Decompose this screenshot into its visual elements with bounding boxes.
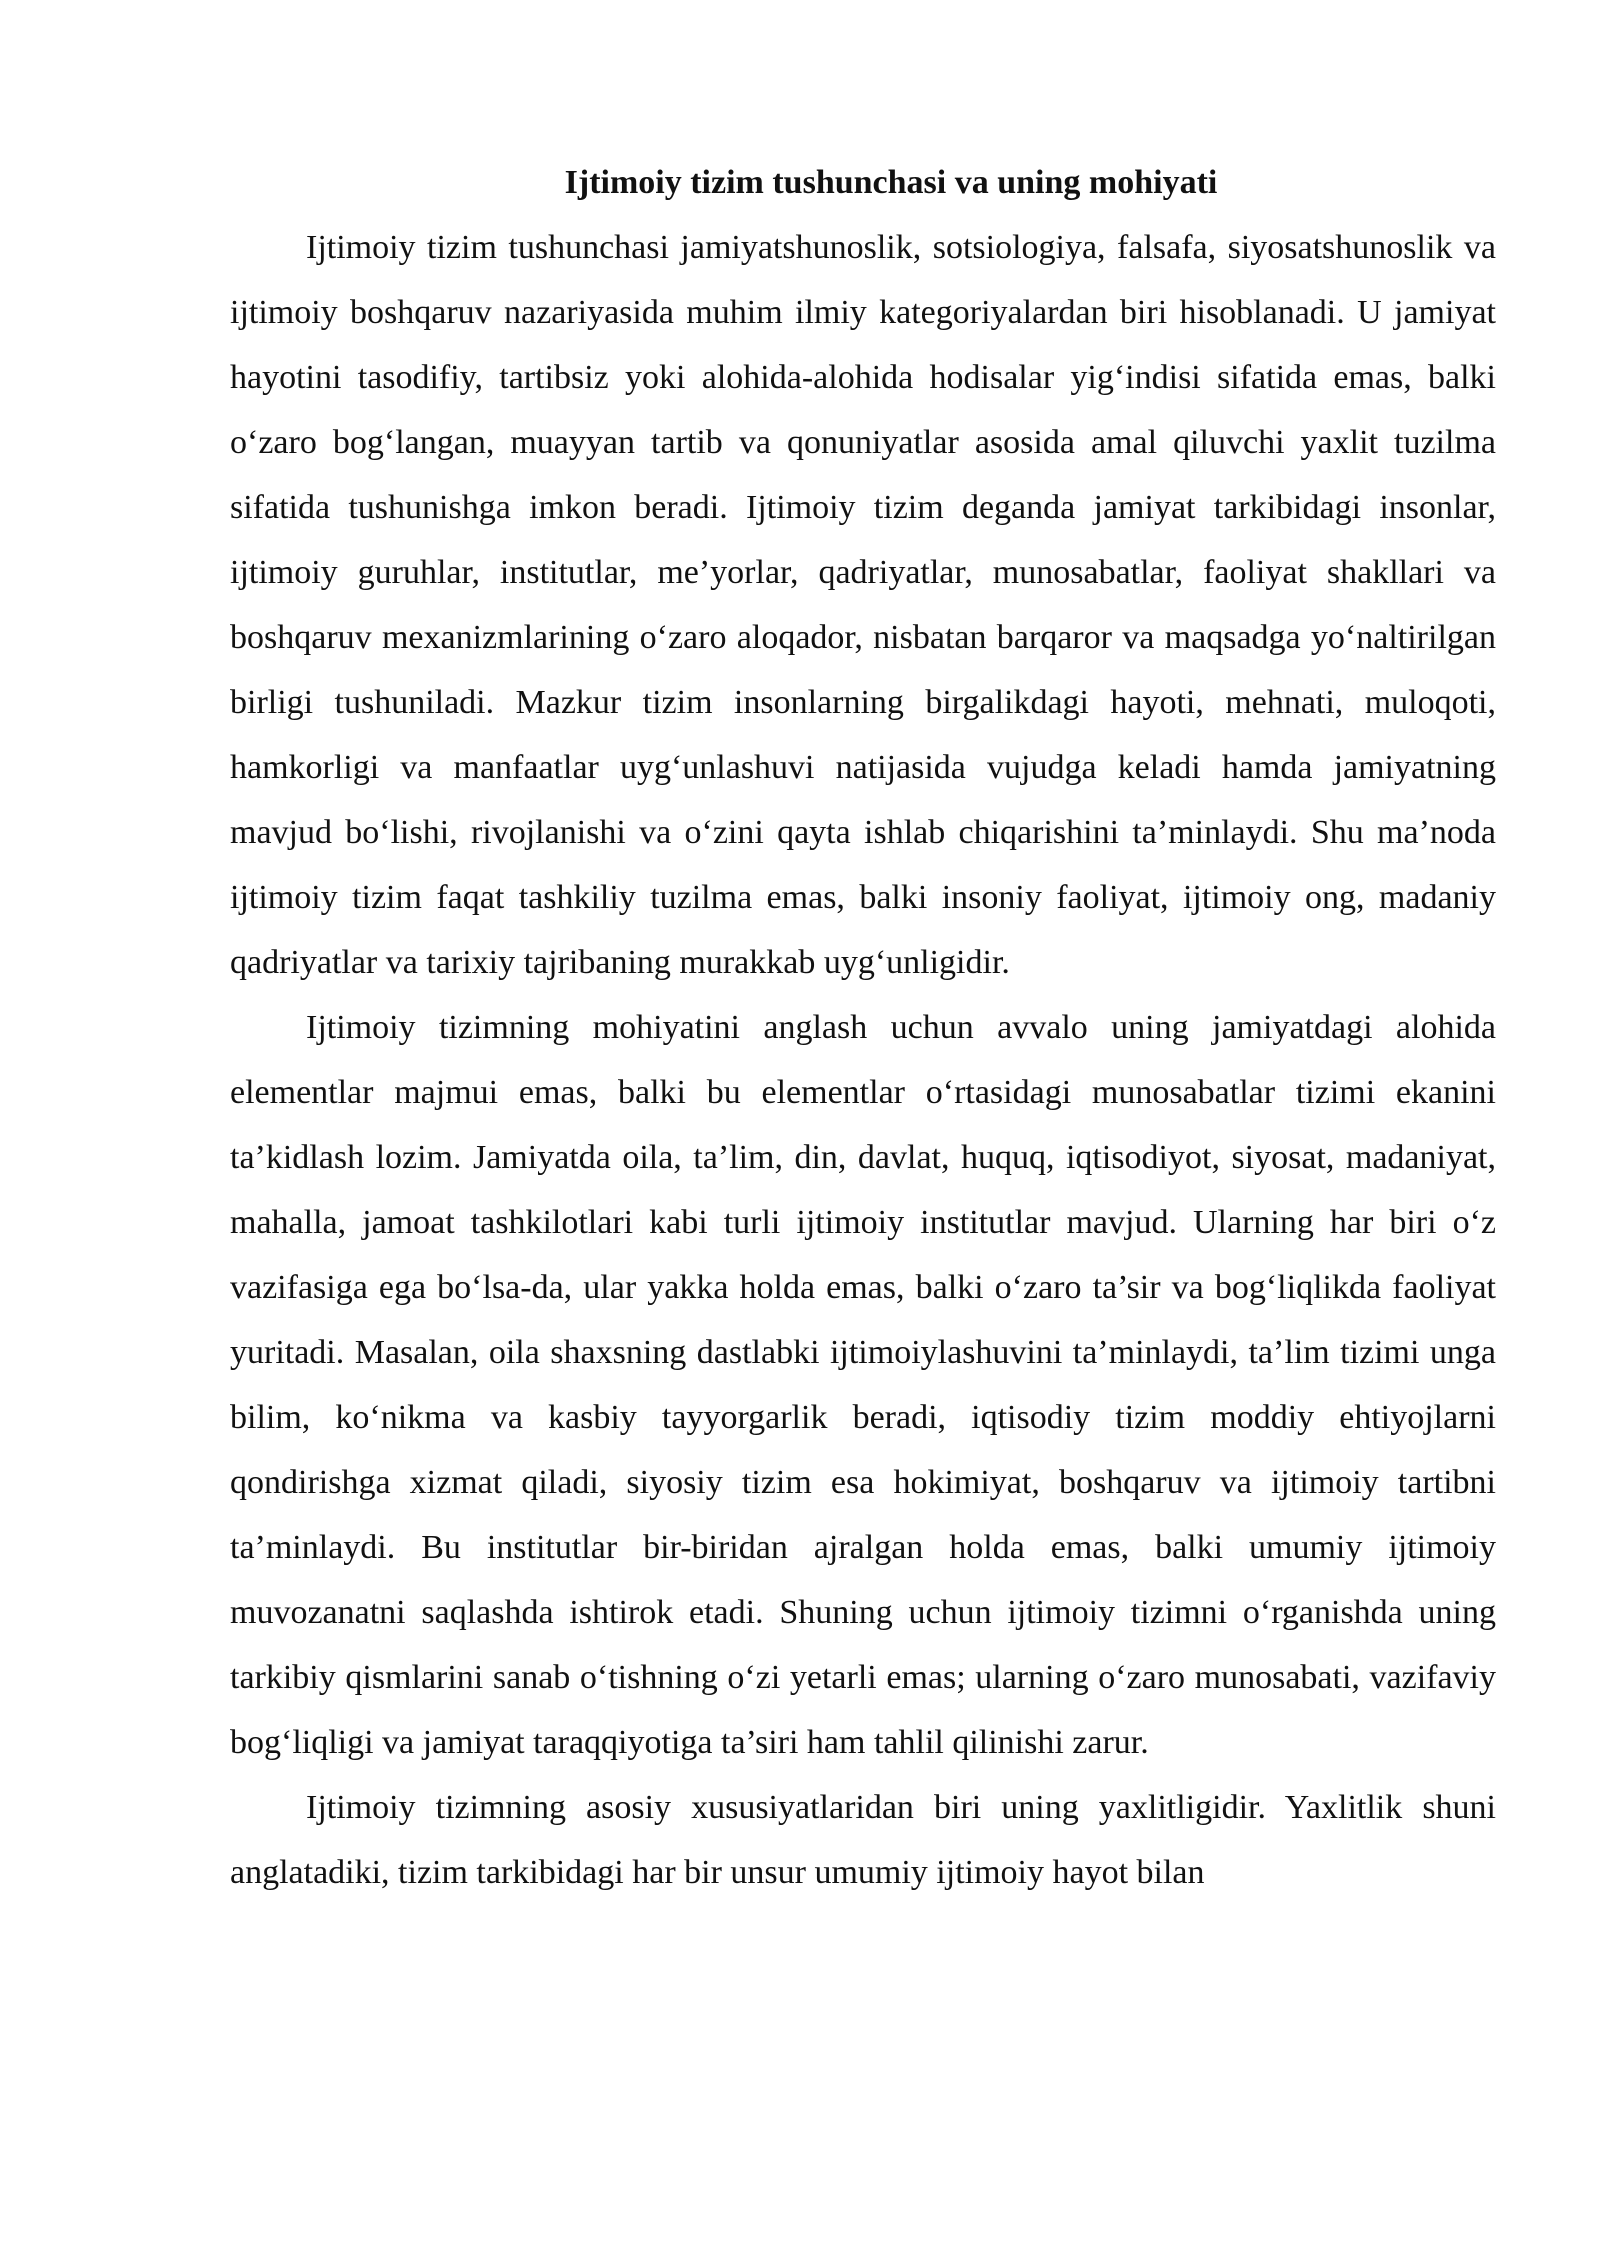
paragraph-1: Ijtimoiy tizim tushunchasi jamiyatshunoslik, sotsiologiya, falsafa, siyosatshunoslik va ijtimoiy boshqaruv nazariyasida muhim ilmiy kategoriyalardan biri hisoblanadi. U jamiyat hayotini tasodifiy, tartibsiz yoki alohida-alohida hodisalar yig‘indisi sifatida emas, balki o‘zaro bog‘langan, muayyan tartib va qonuniyatlar asosida amal qiluvchi yaxlit tuzilma sifatida tushunishga imkon beradi. Ijtimoiy tizim deganda jamiyat tarkibidagi insonlar, ijtimoiy guruhlar, institutlar, me’yorlar, qadriyatlar, munosabatlar, faoliyat shakllari va boshqaruv mexanizmlarining o‘zaro aloqador, nisbatan barqaror va maqsadga yo‘naltirilgan birligi tushuniladi. Mazkur tizim insonlarning birgalikdagi hayoti, mehnati, muloqoti, hamkorligi va manfaatlar uyg‘unlashuvi natijasida vujudga keladi hamda jamiyatning mavjud bo‘lishi, rivojlanishi va o‘zini qayta ishlab chiqarishini ta’minlaydi. Shu ma’noda ijtimoiy tizim faqat tashkiliy tuzilma emas, balki insoniy faoliyat, ijtimoiy ong, madaniy qadriyatlar va tarixiy tajribaning murakkab uyg‘unligidir. xyxy=(230,229,1496,981)
paragraph-2: Ijtimoiy tizimning mohiyatini anglash uchun avvalo uning jamiyatdagi alohida elementlar majmui emas, balki bu elementlar o‘rtasidagi munosabatlar tizimi ekanini ta’kidlash lozim. Jamiyatda oila, ta’lim, din, davlat, huquq, iqtisodiyot, siyosat, madaniyat, mahalla, jamoat tashkilotlari kabi turli ijtimoiy institutlar mavjud. Ularning har biri o‘z vazifasiga ega bo‘lsa-da, ular yakka holda emas, balki o‘zaro ta’sir va bog‘liqlikda faoliyat yuritadi. Masalan, oila shaxsning dastlabki ijtimoiylashuvini ta’minlaydi, ta’lim tizimi unga bilim, ko‘nikma va kasbiy tayyorgarlik beradi, iqtisodiy tizim moddiy ehtiyojlarni qondirishga xizmat qiladi, siyosiy tizim esa hokimiyat, boshqaruv va ijtimoiy tartibni ta’minlaydi. Bu institutlar bir-biridan ajralgan holda emas, balki umumiy ijtimoiy muvozanatni saqlashda ishtirok etadi. Shuning uchun ijtimoiy tizimni o‘rganishda uning tarkibiy qismlarini sanab o‘tishning o‘zi yetarli emas; ularning o‘zaro munosabati, vazifaviy bog‘liqligi va jamiyat taraqqiyotiga ta’siri ham tahlil qilinishi zarur. xyxy=(230,1009,1496,1761)
paragraph-3: Ijtimoiy tizimning asosiy xususiyatlaridan biri uning yaxlitligidir. Yaxlitlik shuni anglatadiki, tizim tarkibidagi har bir unsur umumiy ijtimoiy hayot bilan xyxy=(230,1789,1496,1891)
document-body xyxy=(230,150,1496,1905)
page-title: Ijtimoiy tizim tushunchasi va uning mohiyati xyxy=(564,164,1218,201)
